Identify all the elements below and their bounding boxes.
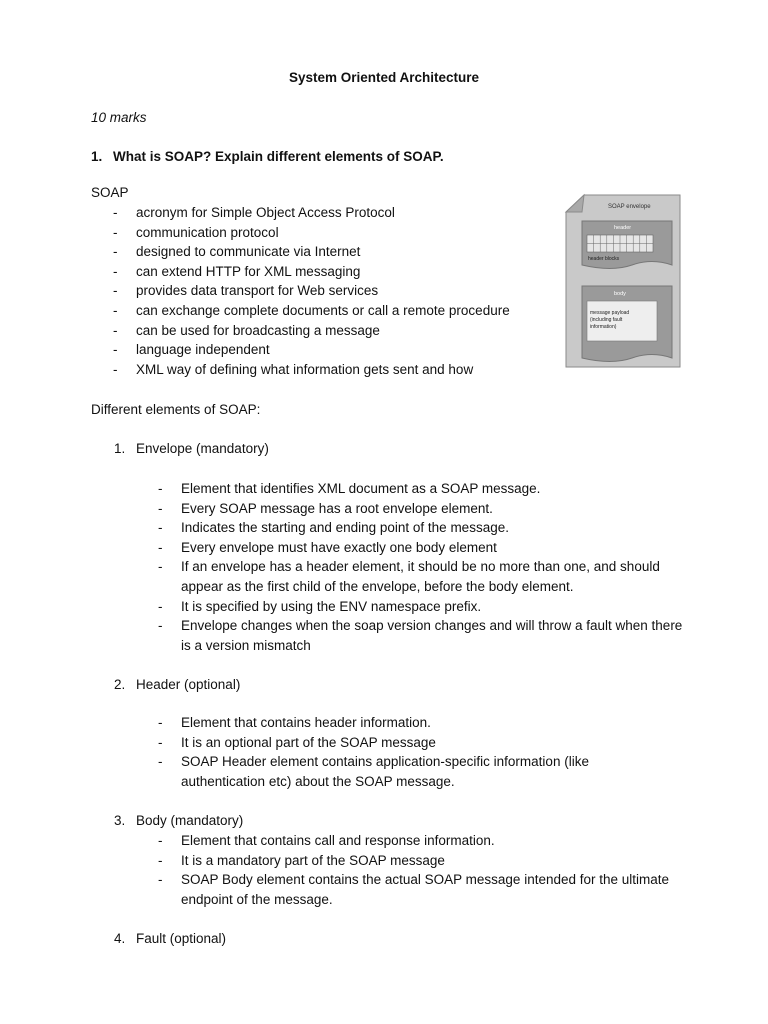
element-number: 2. (114, 677, 126, 692)
bullet-dash: - (158, 734, 163, 750)
bullet-item (158, 733, 589, 753)
bullet-item (158, 557, 682, 596)
element-title: Envelope (mandatory) (136, 441, 269, 456)
bullet-dash: - (158, 500, 163, 516)
bullet-dash: - (113, 322, 118, 338)
envelope-label: SOAP envelope (608, 204, 651, 210)
bullet-text: authentication etc) about the SOAP message. (181, 773, 455, 789)
bullet-item (158, 616, 683, 655)
bullet-dash: - (113, 205, 118, 220)
bullet-item (158, 831, 669, 851)
bullet-item (113, 262, 510, 282)
bullet-item (158, 518, 682, 538)
header-blocks-grid (587, 235, 653, 252)
bullet-dash: - (113, 302, 118, 318)
header-label: header (614, 225, 632, 231)
element-bullet-list (158, 479, 683, 655)
bullet-dash: - (158, 833, 163, 848)
bullet-item (113, 203, 510, 223)
bullet-text: It is an optional part of the SOAP message (181, 734, 436, 750)
bullet-dash: - (158, 852, 163, 868)
question-text: What is SOAP? Explain different elements of SOAP. (113, 149, 444, 164)
element-number: 4. (114, 931, 126, 946)
bullet-text: If an envelope has a header element, it should be no more than one, and should (181, 559, 660, 575)
element-title: Body (mandatory) (136, 813, 244, 828)
bullet-text: Element that identifies XML document as a SOAP message. (181, 481, 541, 496)
bullet-item (158, 870, 670, 909)
bullet-text: It is a mandatory part of the SOAP message (181, 852, 445, 868)
bullet-text: Every envelope must have exactly one body element (181, 539, 497, 555)
bullet-item (158, 752, 589, 791)
bullet-item (158, 538, 682, 558)
bullet-item (158, 597, 682, 617)
bullet-text: acronym for Simple Object Access Protocol (136, 205, 395, 220)
page-title: System Oriented Architecture (288, 70, 480, 85)
bullet-text: Element that contains call and response information. (181, 833, 495, 848)
bullet-dash: - (158, 618, 163, 634)
bullet-dash: - (113, 283, 118, 299)
bullet-text: endpoint of the message. (181, 891, 333, 907)
bullet-text: Element that contains header information. (181, 715, 431, 730)
bullet-text: language independent (136, 342, 270, 358)
bullet-dash: - (113, 361, 118, 377)
bullet-text: can be used for broadcasting a message (136, 322, 380, 338)
bullet-text: designed to communicate via Internet (136, 244, 361, 260)
bullet-item (113, 360, 510, 380)
bullet-text: communication protocol (136, 224, 279, 240)
bullet-text: can exchange complete documents or call a remote procedure (136, 302, 510, 318)
marks-label: 10 marks (91, 110, 147, 125)
bullet-text: Indicates the starting and ending point of the message. (181, 520, 509, 536)
bullet-item (113, 223, 510, 243)
element-bullet-list (158, 713, 589, 791)
bullet-dash: - (158, 754, 163, 770)
bullet-text: Every SOAP message has a root envelope element. (181, 500, 493, 516)
bullet-dash: - (113, 342, 118, 358)
bullet-dash: - (113, 244, 118, 260)
bullet-item (113, 281, 510, 301)
bullet-dash: - (158, 598, 163, 614)
bullet-text: Envelope changes when the soap version changes and will throw a fault when there (181, 618, 683, 634)
bullet-text: provides data transport for Web services (136, 283, 379, 299)
payload-line: message payload (590, 310, 630, 316)
element-title: Fault (optional) (136, 931, 227, 946)
bullet-dash: - (158, 520, 163, 536)
element-title: Header (optional) (136, 677, 241, 692)
bullet-text: SOAP Header element contains application-specific information (like (181, 754, 589, 770)
elements-intro: Different elements of SOAP: (91, 402, 261, 417)
payload-line: (including fault (590, 317, 623, 323)
bullet-dash: - (158, 715, 163, 730)
element-number: 1. (114, 441, 126, 456)
bullet-text: appear as the first child of the envelope, before the body element. (181, 578, 574, 594)
soap-heading: SOAP (91, 185, 129, 200)
bullet-text: XML way of defining what information gets sent and how (136, 361, 474, 377)
bullet-dash: - (158, 481, 163, 496)
question-number: 1. (91, 149, 103, 164)
payload-line: information) (590, 324, 617, 330)
element-number: 3. (114, 813, 126, 828)
bullet-text: It is specified by using the ENV namespace prefix. (181, 598, 482, 614)
element-bullet-list (158, 831, 670, 909)
header-blocks-label: header blocks (588, 256, 620, 262)
bullet-item (113, 242, 510, 262)
bullet-item (158, 713, 589, 733)
bullet-dash: - (158, 539, 163, 555)
body-label: body (614, 291, 626, 297)
bullet-item (158, 499, 682, 519)
soap-bullet-list (113, 203, 510, 379)
bullet-item (113, 301, 510, 321)
bullet-dash: - (158, 559, 163, 575)
bullet-dash: - (158, 872, 163, 888)
bullet-item (113, 321, 510, 341)
bullet-item (113, 340, 510, 360)
bullet-item (158, 479, 682, 499)
bullet-text: SOAP Body element contains the actual SOAP message intended for the ultimate (181, 872, 670, 888)
bullet-dash: - (113, 263, 118, 279)
bullet-text: can extend HTTP for XML messaging (136, 263, 361, 279)
bullet-text: is a version mismatch (181, 637, 311, 653)
soap-envelope-diagram (562, 192, 704, 370)
bullet-dash: - (113, 224, 118, 240)
bullet-item (158, 851, 669, 871)
